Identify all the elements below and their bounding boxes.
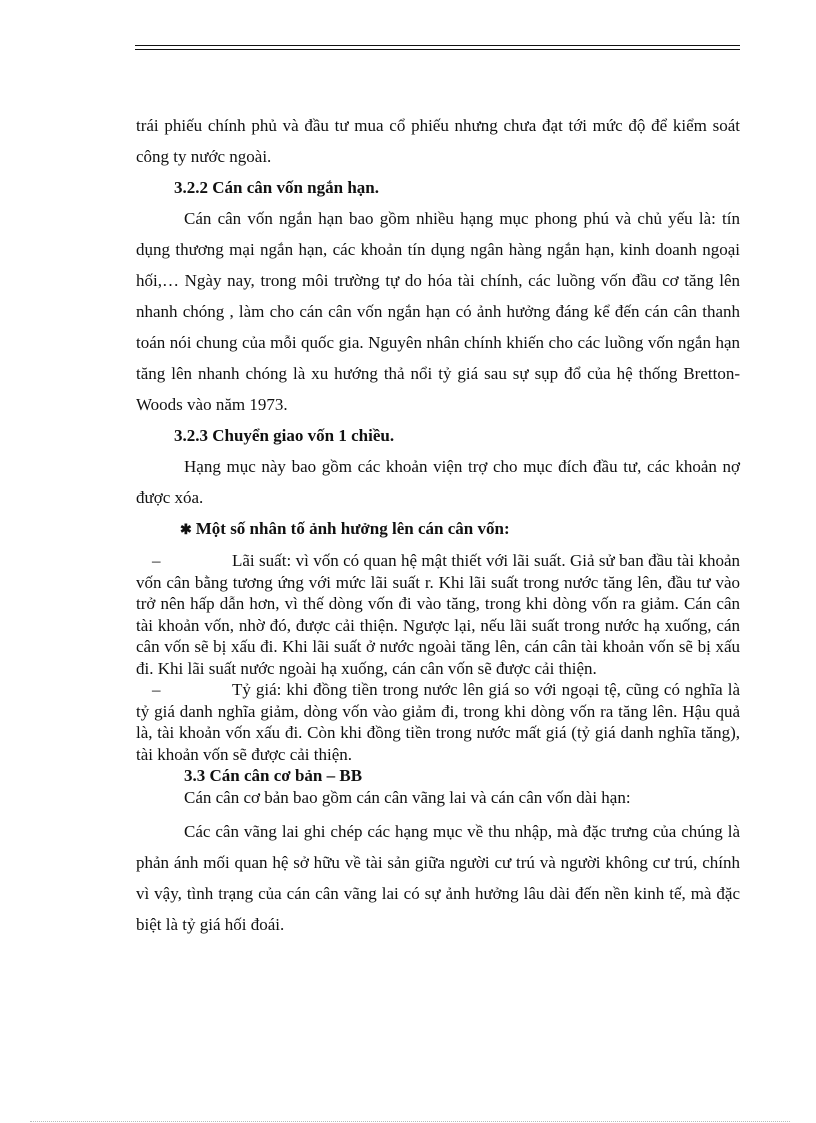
- heading-3-3: 3.3 Cán cân cơ bản – BB: [184, 766, 363, 785]
- header-rule-bottom: [135, 49, 740, 50]
- paragraph-one-way-transfer: Hạng mục này bao gồm các khoản viện trợ cho mục đích đầu tư, các khoản nợ được xóa.: [136, 457, 740, 507]
- bullet-interest-rate: [136, 550, 740, 679]
- heading-3-2-2: 3.2.2 Cán cân vốn ngắn hạn.: [174, 178, 380, 197]
- paragraph-bond-investment: trái phiếu chính phủ và đầu tư mua cổ phiếu nhưng chưa đạt tới mức độ để kiểm soát công ty nước ngoài.: [136, 116, 740, 166]
- heading-3-2-3: 3.2.3 Chuyển giao vốn 1 chiều.: [174, 426, 395, 445]
- header-rule-top: [135, 45, 740, 46]
- bullet-exchange-rate: [136, 679, 740, 765]
- page-content: [136, 110, 740, 940]
- footer-rule: [30, 1121, 790, 1122]
- asterisk-icon: ✱: [180, 523, 192, 538]
- paragraph-short-term-capital: Cán cân vốn ngắn hạn bao gồm nhiều hạng mục phong phú và chủ yếu là: tín dụng thương mại ngắn hạn, các khoản tín dụng ngân hàng ngắn hạn, kinh doanh ngoại hối,… Ngày nay, trong môi trường tự do hóa tài chính, các luồng vốn đầu cơ tăng lên nhanh chóng , làm cho cán cân vốn ngắn hạn có ảnh hưởng đáng kể đến cán cân thanh toán nói chung của mỗi quốc gia. Nguyên nhân chính khiến cho các luồng vốn ngắn hạn tăng lên nhanh chóng là xu hướng thả nổi tỷ giá sau sự sụp đổ của hệ thống Bretton-Woods vào năm 1973.: [136, 209, 740, 414]
- paragraph-current-account: Các cân vãng lai ghi chép các hạng mục về thu nhập, mà đặc trưng của chúng là phản ánh mối quan hệ sở hữu về tài sản giữa người cư trú và người không cư trú, chính vì vậy, tình trạng của cán cân vãng lai có sự ảnh hưởng lâu dài đến nền kinh tế, mà đặc biệt là tỷ giá hối đoái.: [136, 822, 740, 934]
- dash-icon: –: [152, 680, 161, 699]
- heading-factors: [180, 513, 740, 546]
- paragraph-basic-balance: Cán cân cơ bản bao gồm cán cân vãng lai và cán cân vốn dài hạn:: [184, 787, 631, 807]
- bullet-interest-rate-text: Lãi suất: vì vốn có quan hệ mật thiết với lãi suất. Giả sử ban đầu tài khoản vốn cân bằng tương ứng với mức lãi suất r. Khi lãi suất trong nước tăng lên, đầu tư vào trở nên hấp dẫn hơn, vì thế dòng vốn đi vào tăng, trong khi dòng vốn ra giảm. Cán cân tài khoản vốn, nhờ đó, được cải thiện. Ngược lại, nếu lãi suất trong nước hạ xuống, cán cân vốn sẽ bị xấu đi. Khi lãi suất ở nước ngoài tăng lên, cán cân tài khoản vốn sẽ bị xấu đi. Khi lãi suất nước ngoài hạ xuống, cán cân vốn sẽ được cải thiện.: [136, 551, 740, 678]
- bullet-exchange-rate-text: Tỷ giá: khi đồng tiền trong nước lên giá so với ngoại tệ, cũng có nghĩa là tỷ giá danh nghĩa giảm, dòng vốn vào giảm đi, trong khi dòng vốn ra tăng lên. Hậu quả là, tài khoản vốn xấu đi. Còn khi đồng tiền trong nước mất giá (tỷ giá danh nghĩa tăng), tài khoản vốn sẽ được cải thiện.: [136, 680, 740, 764]
- dash-icon: –: [152, 551, 161, 570]
- heading-factors-text: Một số nhân tố ảnh hưởng lên cán cân vốn:: [195, 519, 510, 538]
